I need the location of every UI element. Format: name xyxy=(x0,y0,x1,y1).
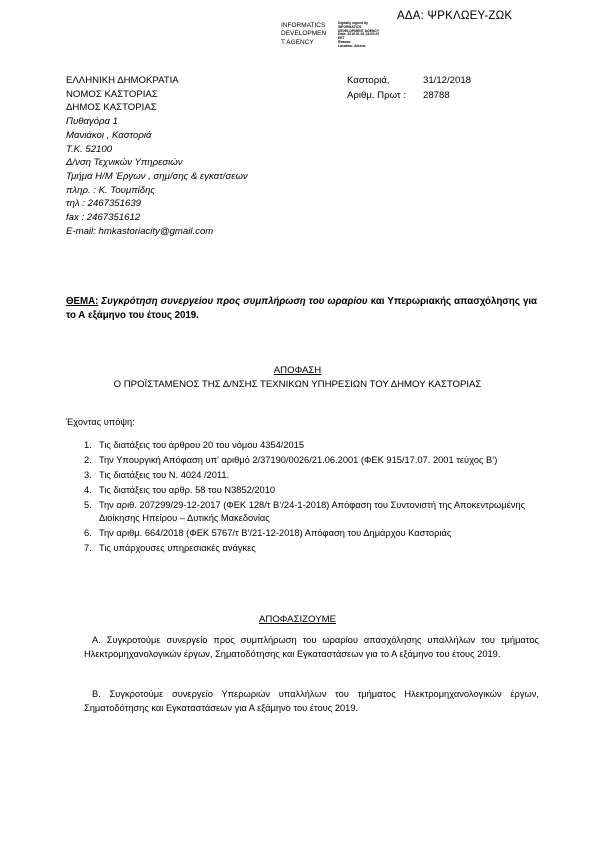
directorate-line: Δ/νση Τεχνικών Υπηρεσιών xyxy=(66,157,183,169)
sender-block xyxy=(66,74,306,238)
protocol-label: Αριθμ. Πρωτ : xyxy=(347,89,407,101)
list-item: 4. Τις διατάξεις του αρθρ. 58 του Ν3852/2010 xyxy=(84,484,276,495)
address-street: Πυθαγόρα 1 xyxy=(66,116,119,128)
contact-fax: fax : 2467351612 xyxy=(66,212,141,224)
decision-subtitle: Ο ΠΡΟΪΣΤΑΜΕΝΟΣ ΤΗΣ Δ/ΝΣΗΣ ΤΕΧΝΙΚΩΝ ΥΠΗΡΕΣΙΩΝ ΤΟΥ ΔΗΜΟΥ ΚΑΣΤΟΡΙΑΣ xyxy=(113,378,482,390)
considerations-list xyxy=(84,439,540,557)
document-meta xyxy=(347,74,471,103)
paragraph-a: Α. Συγκροτούμε συνεργείο προς συμπλήρωση του ωραρίου απασχόλησης υπαλλήλων του τμήματος Ηλεκτρομηχανολογικών έργων, Σηματοδότησης και Εγκαταστάσεων για το Α εξάμηνο του έτους 2019. xyxy=(84,635,539,659)
subject-block xyxy=(66,295,537,322)
list-item: 5. Την αριθ. 207299/29-12-2017 (ΦΕΚ 128/τ Β’/24-1-2018) Απόφαση του Συντονιστή της Αποκεντρωμένης Διοίκησης Ηπείρου – Δυτικής Μακεδονίας xyxy=(84,499,526,523)
decision-header xyxy=(0,364,595,391)
prefecture-line: ΝΟΜΟΣ ΚΑΣΤΟΡΙΑΣ xyxy=(66,88,158,100)
protocol-number: 28788 xyxy=(423,89,450,101)
subject-text-b: και Υπερωριακής απασχόλησης για το Α εξάμηνο του έτους 2019. xyxy=(66,296,537,321)
document-date: 31/12/2018 xyxy=(423,75,472,86)
country-line: ΕΛΛΗΝΙΚΗ ΔΗΜΟΚΡΑΤΙΑ xyxy=(66,75,179,86)
contact-person: πληρ. : Κ. Τουμπίδης xyxy=(66,184,156,196)
list-item: 1. Τις διατάξεις του άρθρου 20 του νόμου 4354/2015 xyxy=(84,440,305,450)
ada-code: ΑΔΑ: ΨΡΚΛΩΕΥ-ΖΩΚ xyxy=(397,10,513,22)
decision-title: ΑΠΟΦΑΣΗ xyxy=(273,365,322,376)
list-item: 3. Τις διατάξεις του Ν. 4024 /2011. xyxy=(84,469,230,480)
subject-label: ΘΕΜΑ: xyxy=(66,296,99,307)
digital-signature-stamp xyxy=(281,22,406,48)
address-area: Μανιάκοι , Καστοριά xyxy=(66,129,152,141)
contact-phone: τηλ : 2467351639 xyxy=(66,198,141,210)
signature-agency-name: INFORMATICS DEVELOPMEN T AGENCY xyxy=(281,22,327,46)
department-line: Τμήμα Η/Μ Έργων , σημ/σης & εγκατ/σεων xyxy=(66,170,248,182)
address-postcode: Τ.Κ. 52100 xyxy=(66,143,113,155)
subject-text-a: Συγκρότηση συνεργείου προς συμπλήρωση του ωραρίου xyxy=(101,296,368,307)
list-item: 2. Την Υπουργική Απόφαση υπ’ αριθμό 2/37190/0026/21.06.2001 (ΦΕΚ 915/17.07. 2001 τεύχος Β’) xyxy=(84,454,498,465)
municipality-line: ΔΗΜΟΣ ΚΑΣΤΟΡΙΑΣ xyxy=(66,102,157,114)
paragraph-b: Β. Συγκροτούμε συνεργείο Υπερωριών υπαλλήλων του τμήματος Ηλεκτρομηχανολογικών έργων, Σηματοδότησης και Εγκαταστάσεων για Α εξάμηνο του έτους 2019. xyxy=(84,689,539,713)
having-label: Έχοντας υπόψη: xyxy=(66,417,135,427)
contact-email: E-mail: hmkastoriacity@gmail.com xyxy=(66,225,214,237)
list-item: 6. Την αριθμ. 664/2018 (ΦΕΚ 5767/τ Β’/21-12-2018) Απόφαση του Δημάρχου Καστοριάς xyxy=(84,527,452,538)
place-label: Καστοριά, xyxy=(347,75,390,86)
signature-details: Digitally signed by INFORMATICS DEVELOPMENT AGENCY Date: 2019.01.03 13:09:23 EET Reason: Location: Athens xyxy=(338,21,380,48)
list-item: 7. Τις υπάρχουσες υπηρεσιακές ανάγκες xyxy=(84,542,256,553)
we-decide-title: ΑΠΟΦΑΣΙΖΟΥΜΕ xyxy=(259,614,336,625)
